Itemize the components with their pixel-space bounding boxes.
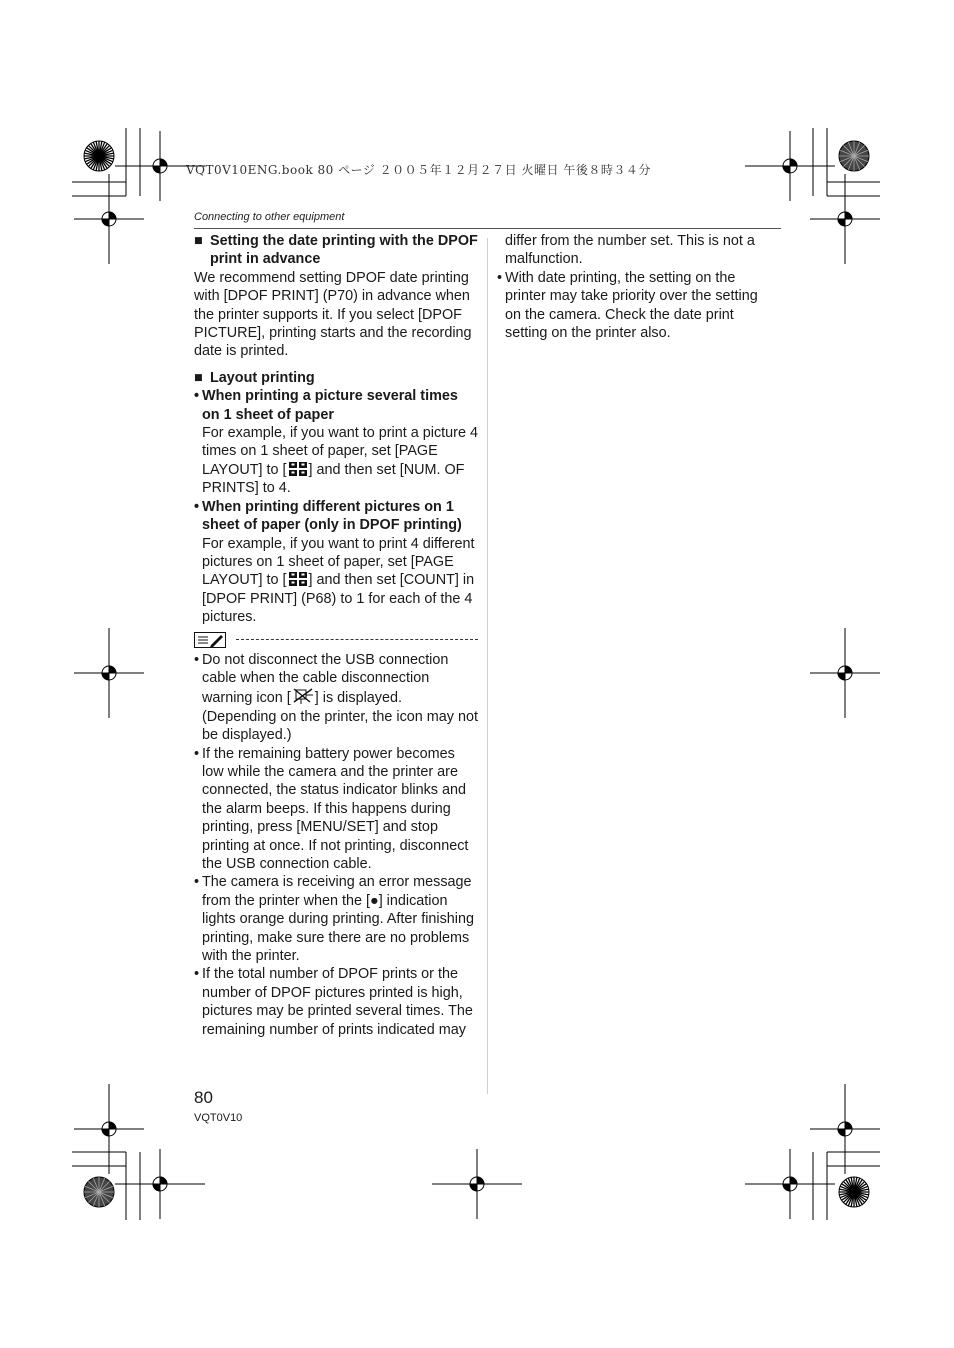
bullet-body-multiple-times: For example, if you want to print a picture 4 times on 1 sheet of paper, set [PAGE LAYOUT] to [ ] and then set [NUM. OF PRINTS] to 4. <box>202 425 478 497</box>
bullet-dot-icon: • <box>194 388 200 405</box>
heading-layout-printing: ■ Layout printing <box>194 369 315 386</box>
bullet-dot-icon: • <box>194 498 200 515</box>
indicator-dot-icon: ● <box>369 892 379 909</box>
square-bullet-icon: ■ <box>194 369 203 386</box>
bullet-body-different-pictures: For example, if you want to print 4 different pictures on 1 sheet of paper, set [PAGE LAYOUT] to [ ] and then set [COUNT] in [DPOF PRINT] (P68) to 1 for each of the 4 pictures. <box>202 535 475 626</box>
model-code: VQT0V10 <box>194 1112 243 1124</box>
print-info-line: VQT0V10ENG.book 80 ページ ２００５年１２月２７日 火曜日 午後８時３４分 <box>186 163 651 177</box>
note-date-printing-priority: • With date printing, the setting on the printer may take priority over the setting on the camera. Check the date print setting on the printer also. <box>497 269 758 342</box>
bullet-dot-icon: • <box>497 269 503 286</box>
bullet-dot-icon: • <box>194 651 200 668</box>
dashed-rule <box>236 639 478 640</box>
bullet-title-multiple-times: • When printing a picture several times on 1 sheet of paper <box>194 388 458 423</box>
heading-date-printing: ■ Setting the date printing with the DPOF print in advance <box>194 233 478 268</box>
note-battery-low: • If the remaining battery power becomes low while the camera and the printer are connected, the status indicator blinks and the alarm beeps. If this happens during printing, press [MENU/SET] and stop printing at once. If not printing, disconnect the USB connection cable. <box>194 745 469 872</box>
note-error-message: • The camera is receiving an error message from the printer when the [●] indication lights orange during printing. After finishing printing, make sure there are no problems with the printer. <box>194 874 474 965</box>
note-pencil-icon <box>194 632 226 648</box>
bullet-dot-icon: • <box>194 874 200 891</box>
right-column <box>497 232 777 342</box>
note-dpof-count: • If the total number of DPOF prints or the number of DPOF pictures printed is high, pictures may be printed several times. The remaining number of prints indicated may <box>194 966 473 1038</box>
four-up-layout-icon <box>288 461 308 477</box>
square-bullet-icon: ■ <box>194 233 203 249</box>
note-separator <box>194 631 478 649</box>
left-column <box>194 232 478 1039</box>
bullet-dot-icon: • <box>194 745 200 762</box>
bullet-dot-icon: • <box>194 966 200 983</box>
note-usb-disconnect: • Do not disconnect the USB connection cable when the cable disconnection warning icon [ ] is displayed. (Depending on the printer, the icon may not be displayed.) <box>194 651 478 744</box>
section-header: Connecting to other equipment <box>194 211 345 223</box>
paragraph-date-printing: We recommend setting DPOF date printing with [DPOF PRINT] (P70) in advance when the printer supports it. If you select [DPOF PICTURE], printing starts and the recording date is printed. <box>194 269 472 360</box>
bullet-title-different-pictures: • When printing different pictures on 1 sheet of paper (only in DPOF printing) <box>194 498 462 534</box>
header-rule <box>194 228 781 229</box>
page-number: 80 <box>194 1088 213 1107</box>
cable-disconnect-warning-icon <box>292 687 314 705</box>
note-dpof-count-continued: differ from the number set. This is not a malfunction. <box>505 233 755 268</box>
four-up-layout-icon <box>288 571 308 587</box>
column-divider <box>487 238 488 1094</box>
